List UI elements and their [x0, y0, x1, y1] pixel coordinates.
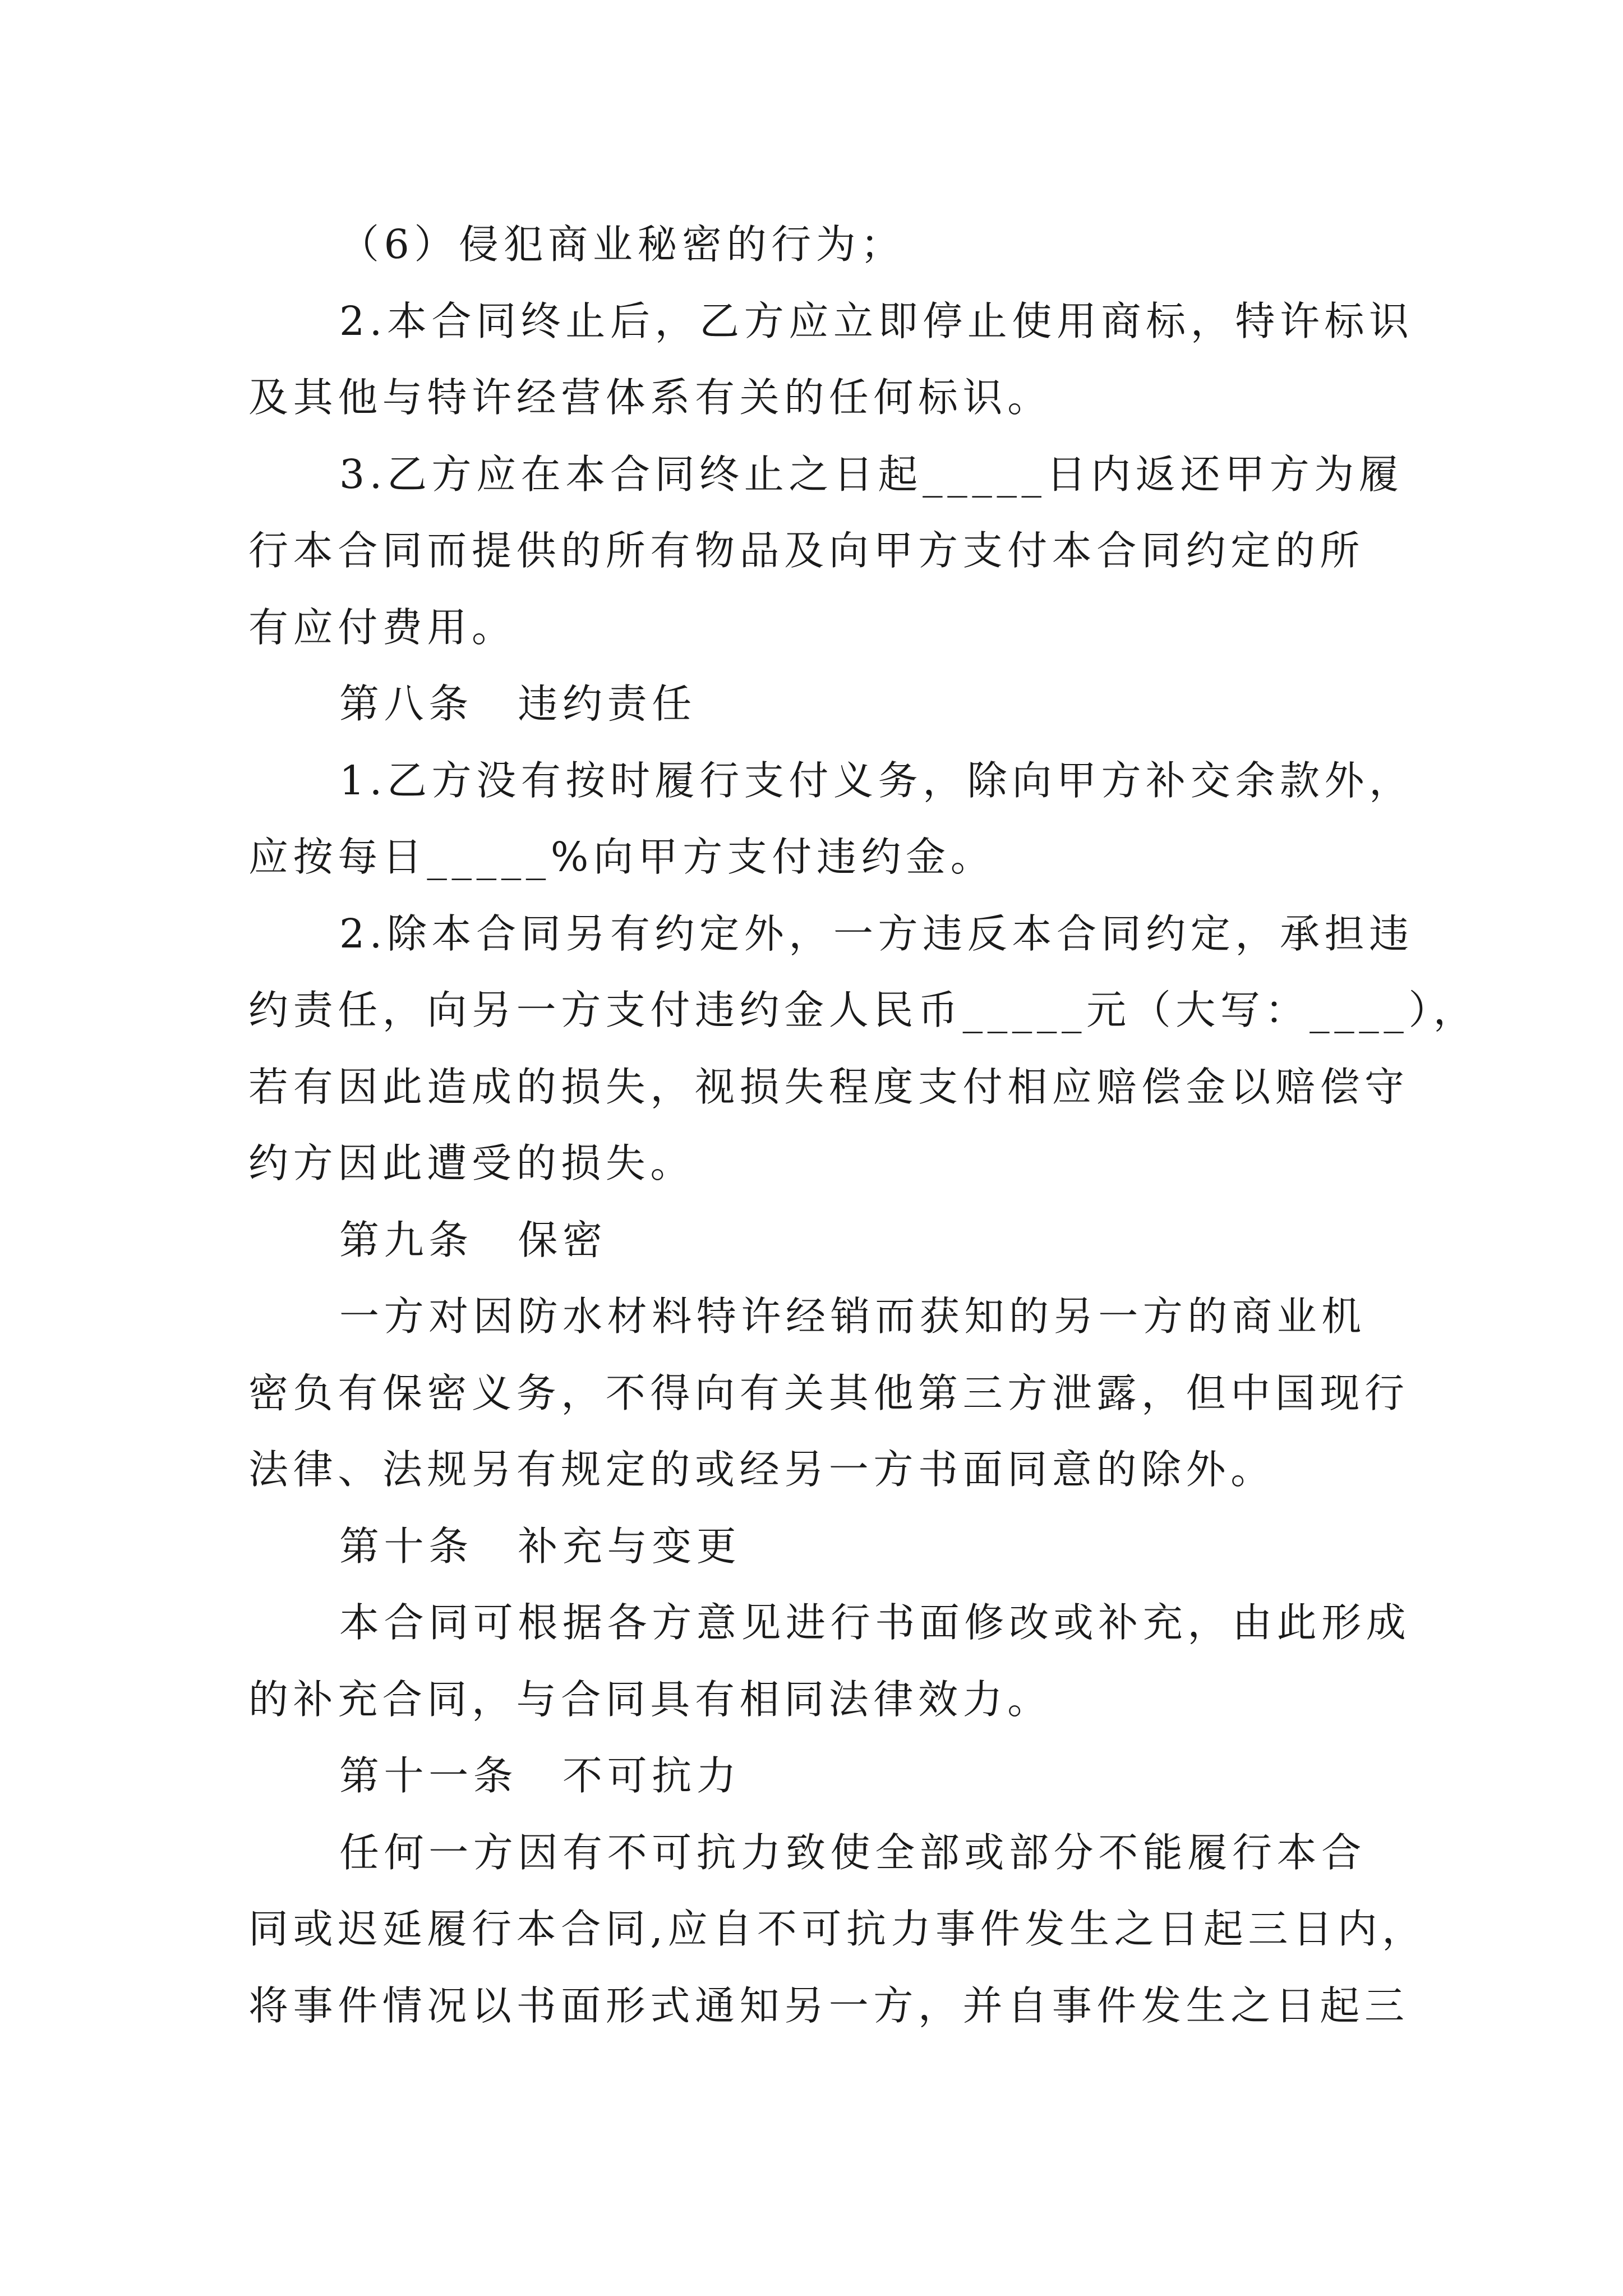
text-line: 有应付费用。 [248, 604, 517, 651]
text-line: 2.除本合同另有约定外，一方违反本合同约定，承担违 [339, 910, 1414, 957]
text-line: 将事件情况以书面形式通知另一方，并自事件发生之日起三 [248, 1982, 1409, 2029]
section-heading: 第十一条 不可抗力 [339, 1752, 741, 1799]
text-line: 的补充合同，与合同具有相同法律效力。 [248, 1676, 1052, 1723]
text-line: 本合同可根据各方意见进行书面修改或补充，由此形成 [339, 1599, 1411, 1646]
text-line: 同或迟延履行本合同,应自不可抗力事件发生之日起三日内， [248, 1906, 1427, 1952]
text-line: 3.乙方应在本合同终止之日起_____日内返还甲方为履 [339, 451, 1404, 498]
text-line: 一方对因防水材料特许经销而获知的另一方的商业机 [339, 1293, 1366, 1340]
section-heading: 第十条 补充与变更 [339, 1523, 741, 1570]
text-line: 法律、法规另有规定的或经另一方书面同意的除外。 [248, 1446, 1275, 1493]
text-line: 任何一方因有不可抗力致使全部或部分不能履行本合 [339, 1829, 1366, 1876]
section-heading: 第八条 违约责任 [339, 680, 697, 727]
text-line: 应按每日_____%向甲方支付违约金。 [248, 834, 995, 880]
text-line: 行本合同而提供的所有物品及向甲方支付本合同约定的所 [248, 527, 1365, 574]
text-line: 约方因此遭受的损失。 [248, 1140, 695, 1186]
text-line: 1.乙方没有按时履行支付义务，除向甲方补交余款外， [339, 757, 1414, 804]
text-line: 约责任，向另一方支付违约金人民币_____元（大写：____）， [248, 987, 1478, 1033]
text-line: （6）侵犯商业秘密的行为； [339, 221, 905, 268]
text-line: 密负有保密义务，不得向有关其他第三方泄露，但中国现行 [248, 1370, 1409, 1416]
text-line: 若有因此造成的损失，视损失程度支付相应赔偿金以赔偿守 [248, 1064, 1409, 1110]
text-line: 及其他与特许经营体系有关的任何标识。 [248, 374, 1052, 421]
text-line: 2.本合同终止后，乙方应立即停止使用商标，特许标识 [339, 298, 1414, 344]
section-heading: 第九条 保密 [339, 1217, 607, 1263]
